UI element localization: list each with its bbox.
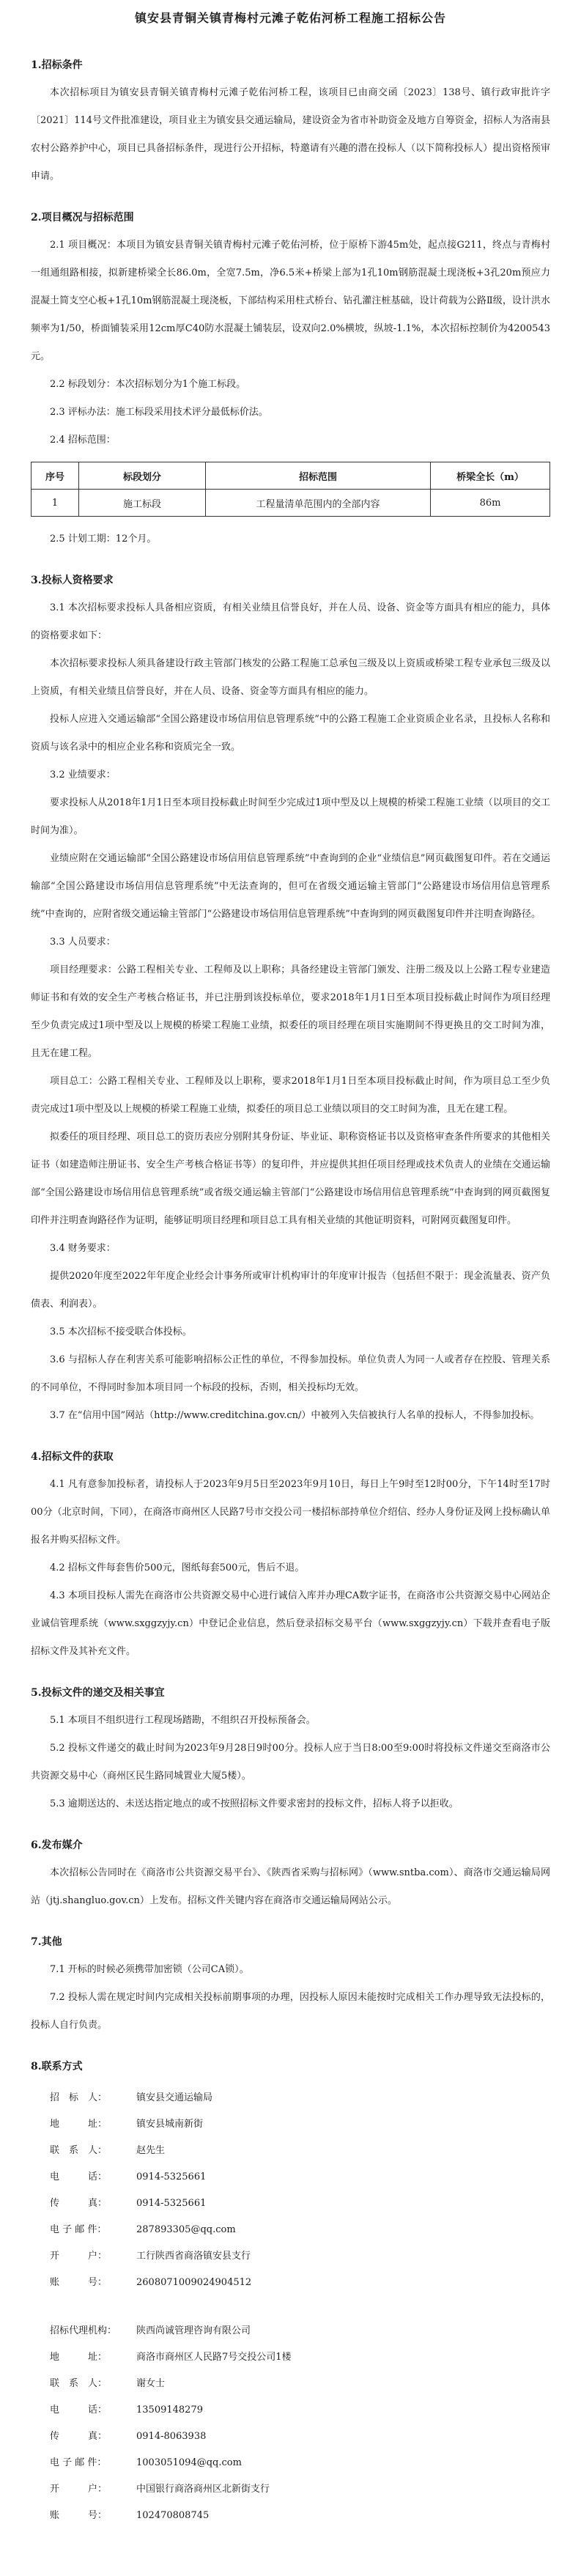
paragraph: 4.1 凡有意参加投标者，请投标人于2023年9月5日至2023年9月10日，每日上午9时至12时00分，下午14时至17时00分（北京时间，下同），在商洛市商州区人民路7号市交投公司一楼招标部持单位介绍信、经办人身份证及网上投标确认单报名并购买招标文件。 [31,1479,550,1546]
section-bidder-qualifications [31,567,550,1430]
contact-value: 中国银行商洛商州区北新街支行 [136,2484,270,2495]
paragraph: 3.5 本次招标不接受联合体投标。 [50,1326,192,1337]
contact-value: 1003051094@qq.com [136,2457,242,2468]
contact-value: 工行陕西省商洛镇安县支行 [136,2251,251,2262]
contact-value: 商洛市商州区人民路7号交投公司1楼 [136,2352,292,2363]
contact-label: 电 话： [50,2405,108,2416]
contact-row [31,2397,550,2424]
paragraph: 本次招标公告同时在《商洛市公共资源交易平台》、《陕西省采购与招标网》（www.sntba.com）、商洛市交通运输局网站（jtj.shangluo.gov.cn）上发布。招标文件关键内容在商洛市交通运输局网站公示。 [31,1867,550,1906]
paragraph: 3.1 本次招标要求投标人具备相应资质，有相关业绩且信誉良好，并在人员、设备、资金等方面具有相应的能力，具体的资格要求如下： [31,602,550,641]
contact-label: 电 话： [50,2171,108,2182]
contact-label: 地 址： [50,2119,108,2130]
paragraph: 3.2 业绩要求： [50,770,116,780]
paragraph: 4.2 招标文件每套售价500元，图纸每套500元，售后不退。 [50,1562,305,1573]
section-heading: 5.投标文件的递交及相关事宜 [31,1687,165,1699]
contact-value: 镇安县交通运输局 [136,2092,213,2103]
contact-label: 账 号： [50,2277,108,2288]
section-heading: 3.投标人资格要求 [31,575,114,586]
table-cell: 工程量清单范围内的全部内容 [206,490,431,517]
contact-row [31,2138,550,2164]
contact-row [31,2191,550,2217]
paragraph: 3.4 财务要求： [50,1243,116,1254]
contact-label: 电 子 邮 件： [50,2224,107,2235]
paragraph: 5.3 逾期送达的、未送达指定地点的或不按照招标文件要求密封的投标文件，招标人将予以拒收。 [50,1798,459,1809]
paragraph: 2.1 项目概况：本项目为镇安县青铜关镇青梅村元滩子乾佑河桥，位于原桥下游45m处，起点接G211，终点与青梅村一组通组路相接，拟新建桥梁全长86.0m，全宽7.5m，净6.5米+桥梁上部为1孔10m钢筋混凝土现浇板+3孔20m预应力混凝土简支空心板+1孔10m钢筋混凝土现浇板，下部结构采用柱式桥台、钻孔灌注桩基础，设计荷载为公路Ⅱ级，设计洪水频率为1/50，桥面铺装采用12cm厚C40防水混凝土铺装层，设双向2.0%横坡，纵坡-1.1%，本次招标控制价为4200543元。 [31,240,550,362]
paragraph: 3.3 人员要求： [50,937,116,948]
contact-row [31,2318,550,2344]
contact-row [31,2503,550,2529]
contact-value: 287893305@qq.com [136,2224,236,2235]
paragraph: 提供2020年度至2022年年度企业经会计事务所或审计机构审计的年度审计报告（包括但不限于：现金流量表、资产负债表、利润表）。 [31,1271,550,1310]
agent-contact [31,2318,550,2529]
bid-scope-table [31,462,550,517]
paragraph: 本次招标要求投标人须具备建设行政主管部门核发的公路工程施工总承包三级及以上资质或桥梁工程专业承包三级及以上资质，有相关业绩且信誉良好，并在人员、设备、资金等方面具有相应的能力。 [31,658,550,697]
section-obtain-documents [31,1443,550,1666]
contact-label: 开 户： [50,2484,108,2495]
paragraph: 业绩应附在交通运输部“全国公路建设市场信用信息管理系统”中查询到的企业“业绩信息”网页截图复印件。若在交通运输部“全国公路建设市场信用信息管理系统”中无法查询的，但可在省级交通运输主管部门“公路建设市场信用信息管理系统”中查询的，应附省级交通运输主管部门“公路建设市场信用信息管理系统”中查询到的网页截图复印件并注明查询路径。 [31,853,550,920]
paragraph: 3.6 与招标人存在利害关系可能影响招标公正性的单位，不得参加投标。单位负责人为同一人或者存在控股、管理关系的不同单位，不得同时参加本项目同一个标段的投标，否则，相关投标均无效。 [31,1354,550,1393]
contact-value: 陕西尚诚管理咨询有限公司 [136,2325,251,2336]
section-heading: 1.招标条件 [31,59,83,71]
contact-row [31,2450,550,2476]
table-header-cell: 序号 [32,462,79,490]
contact-value: 102470808745 [136,2510,210,2521]
contact-value: 赵先生 [136,2145,166,2156]
section-bidding-conditions [31,51,550,191]
paragraph: 3.7 在“信用中国”网站（http://www.creditchina.gov.cn/）中被列入失信被执行人名单的投标人，不得参加投标。 [50,1410,540,1421]
paragraph: 5.1 本项目不组织进行工程现场踏勘，不组织召开投标预备会。 [50,1715,316,1726]
contact-label: 传 真： [50,2431,108,2442]
section-heading: 8.联系方式 [31,2061,83,2073]
section-heading: 7.其他 [31,1936,62,1948]
paragraph: 投标人应进入交通运输部“全国公路建设市场信用信息管理系统”中的公路工程施工企业资质企业名录，且投标人名称和资质与该名录中的相应企业名称和资质完全一致。 [31,714,550,753]
contact-label: 电 子 邮 件： [50,2457,107,2468]
contact-value: 谢女士 [136,2378,166,2389]
table-cell: 1 [32,490,79,517]
contact-row [31,2476,550,2503]
table-cell: 施工标段 [79,490,206,517]
section-bid-submission [31,1679,550,1818]
table-header-cell: 招标范围 [206,462,431,490]
paragraph: 本次招标项目为镇安县青铜关镇青梅村元滩子乾佑河桥工程，该项目已由商交函〔2023〕138号、镇行政审批许字〔2021〕114号文件批准建设，项目业主为镇安县交通运输局，建设资金为省市补助资金及地方自筹资金，招标人为洛南县农村公路养护中心，项目已具备招标条件，现进行公开招标，特邀请有兴趣的潜在投标人（以下简称投标人）提出资格预审申请。 [31,87,550,182]
section-heading: 4.招标文件的获取 [31,1451,114,1463]
contact-label: 招标代理机构： [50,2325,117,2336]
section-heading: 6.发布媒介 [31,1839,83,1851]
contact-label: 招 标 人： [50,2092,108,2103]
section-other [31,1928,550,2040]
contact-row [31,2217,550,2243]
contact-value: 0914-8063938 [136,2431,207,2442]
table-cell: 86m [431,490,550,517]
contact-label: 地 址： [50,2352,108,2363]
paragraph: 项目总工：公路工程相关专业、工程师及以上职称，要求2018年1月1日至本项目投标截止时间，作为项目总工至少负责完成过1项中型及以上规模的桥梁工程施工业绩，拟委任的项目总工业绩以项目的交工时间为准，且无在建工程。 [31,1076,550,1115]
contact-row [31,2424,550,2450]
table-header-cell: 标段划分 [79,462,206,490]
section-project-overview [31,204,550,553]
page-title: 镇安县青铜关镇青梅村元滩子乾佑河桥工程施工招标公告 [134,11,446,25]
section-contact [31,2053,550,2529]
contact-label: 账 号： [50,2510,108,2521]
section-publication-media [31,1831,550,1915]
contact-value: 0914-5325661 [136,2198,207,2209]
table-header-cell: 桥梁全长（m） [431,462,550,490]
contact-value: 0914-5325661 [136,2171,207,2182]
paragraph: 4.3 本项目投标人需先在商洛市公共资源交易中心进行诚信入库并办理CA数字证书，在商洛市公共资源交易中心网站企业诚信管理系统（www.sxggzyjy.cn）中登记企业信息，然后登录招标交易平台（www.sxggzyjy.cn）下载并查看电子版招标文件及其补充文件。 [31,1590,550,1657]
paragraph: 2.4 招标范围： [50,435,116,446]
paragraph: 5.2 投标文件递交的截止时间为2023年9月28日9时00分。投标人应于当日8:00至9:00时将投标文件递交至商洛市公共资源交易中心（商州区民生路同城置业大厦5楼）。 [31,1743,550,1782]
paragraph: 2.2 标段划分：本次招标划分为1个施工标段。 [50,379,246,390]
section-heading: 2.项目概况与招标范围 [31,212,134,224]
paragraph: 7.2 投标人需在规定时间内完成相关投标前期事项的办理，因投标人原因未能按时完成相关工作办理导致无法投标的，投标人自行负责。 [31,1992,550,2031]
tenderer-contact [31,2085,550,2296]
paragraph: 拟委任的项目经理、项目总工的资历表应分别附其身份证、毕业证、职称资格证书以及资格审查条件所要求的其他相关证书（如建造师注册证书、安全生产考核合格证书等）的复印件，并应提供其担任项目经理或技术负责人的业绩在交通运输部“全国公路建设市场信用信息管理系统”或省级交通运输主管部门“公路建设市场信用信息管理系统”中查询到的网页截图复印件并注明查询路径作为证明，能够证明项目经理和项目总工具有相关业绩的其他证明资料，可附网页截图复印件。 [31,1132,550,1226]
paragraph: 7.1 开标的时候必须携带加密锁（公司CA锁）。 [50,1964,249,1975]
contact-value: 镇安县城南新街 [136,2119,204,2130]
contact-label: 开 户： [50,2251,108,2262]
spacer [31,2296,550,2314]
paragraph: 项目经理要求：公路工程相关专业、工程师及以上职称；具备经建设主管部门颁发、注册二级及以上公路工程专业建造师证书和有效的安全生产考核合格证书，并已注册到该投标单位，要求2018年1月1日至本项目投标截止时间作为项目经理至少负责完成过1项中型及以上规模的桥梁工程施工业绩，拟委任的项目经理在项目实施期间不得更换且的交工时间为准，且无在建工程。 [31,964,550,1059]
contact-value: 2608071009024904512 [136,2277,252,2288]
contact-row [31,2164,550,2191]
contact-label: 传 真： [50,2198,108,2209]
contact-row [31,2371,550,2397]
paragraph: 2.3 评标办法：施工标段采用技术评分最低标价法。 [50,407,268,418]
contact-value: 13509148279 [136,2405,203,2416]
contact-row [31,2270,550,2296]
table-header-row [32,462,550,490]
contact-row [31,2344,550,2371]
contact-row [31,2085,550,2111]
paragraph: 2.5 计划工期：12个月。 [50,534,157,545]
contact-label: 联 系 人： [50,2145,108,2156]
table-row [32,490,550,517]
contact-row [31,2243,550,2270]
contact-label: 联 系 人： [50,2378,108,2389]
paragraph: 要求投标人从2018年1月1日至本项目投标截止时间至少完成过1项中型及以上规模的桥梁工程施工业绩（以项目的交工时间为准）。 [31,797,550,836]
contact-row [31,2111,550,2138]
